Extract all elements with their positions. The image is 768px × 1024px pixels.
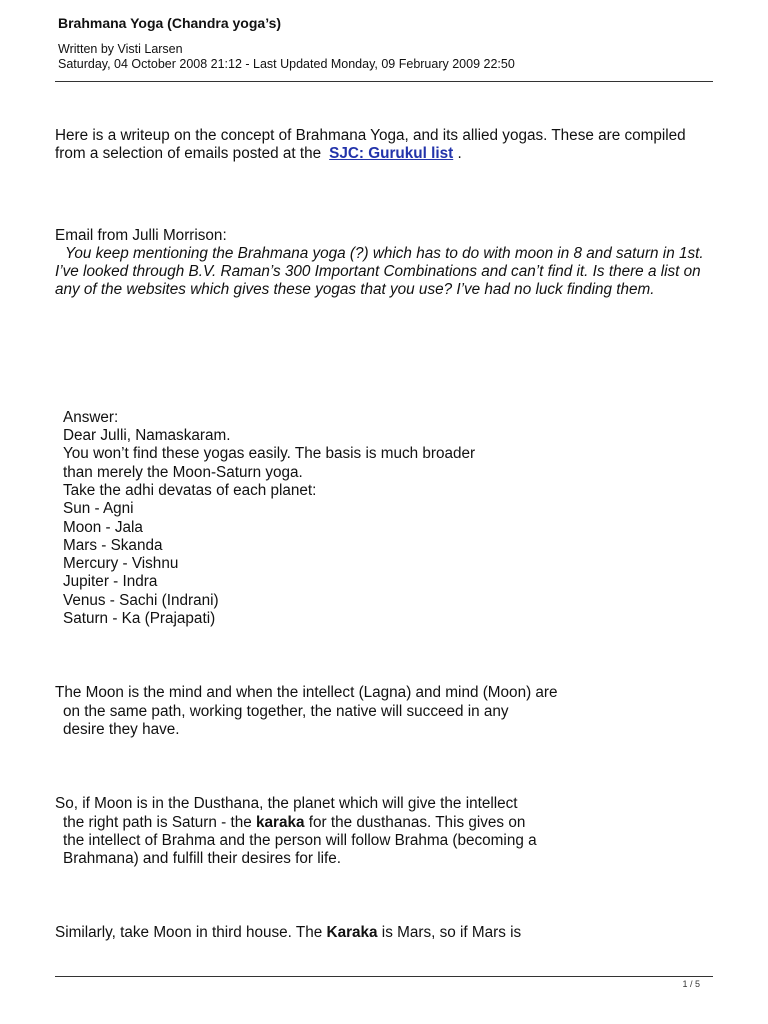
date-line: Saturday, 04 October 2008 21:12 - Last Updated Monday, 09 February 2009 22:50 (58, 57, 515, 71)
answer-line: Answer: (63, 408, 119, 426)
gurukul-list-link[interactable]: SJC: Gurukul list (329, 145, 454, 163)
email-from: Email from Julli Morrison: (55, 226, 227, 244)
author-line: Written by Visti Larsen (58, 42, 183, 56)
spacer (55, 164, 720, 227)
karaka-term: karaka (256, 813, 305, 831)
email-line-3: any of the websites which gives these yogas that you use? I’ve had no luck finding them. (55, 281, 655, 299)
dusthana-line-2-suffix: for the dusthanas. This gives on (304, 813, 526, 831)
answer-line: Mercury - Vishnu (63, 555, 179, 573)
intro-paragraph (55, 127, 720, 164)
spacer (55, 739, 720, 795)
moon-line-2: on the same path, working together, the native will succeed in any (63, 702, 509, 720)
third-house-suffix: is Mars, so if Mars is (377, 924, 522, 942)
dusthana-line-1: So, if Moon is in the Dusthana, the planet which will give the intellect (55, 795, 518, 813)
answer-line: than merely the Moon-Saturn yoga. (63, 463, 303, 481)
intro-line-2 (55, 145, 720, 163)
email-line-2: I’ve looked through B.V. Raman’s 300 Important Combinations and can’t find it. Is there a list on (55, 263, 701, 281)
third-house-paragraph (55, 924, 720, 942)
document-title: Brahmana Yoga (Chandra yoga’s) (58, 15, 282, 31)
email-line-1: You keep mentioning the Brahmana yoga (?) which has to do with moon in 8 and saturn in 1st. (65, 244, 704, 262)
dusthana-line-2 (55, 814, 720, 832)
header-divider (55, 81, 713, 82)
answer-line: Saturn - Ka (Prajapati) (63, 610, 216, 628)
answer-block (55, 409, 720, 629)
moon-line-3: desire they have. (63, 720, 180, 738)
spacer (55, 868, 720, 924)
document-meta (58, 42, 713, 72)
dusthana-line-3: the intellect of Brahma and the person will follow Brahma (becoming a (63, 831, 537, 849)
intro-line-2-prefix: from a selection of emails posted at the (55, 145, 322, 163)
karaka-term-2: Karaka (326, 924, 378, 942)
answer-line: Venus - Sachi (Indrani) (63, 591, 219, 609)
answer-line: Mars - Skanda (63, 536, 163, 554)
document-body (55, 127, 720, 943)
dusthana-paragraph (55, 795, 720, 868)
spacer (55, 300, 720, 409)
email-block (55, 227, 720, 300)
dusthana-line-4: Brahmana) and fulfill their desires for life. (63, 850, 342, 868)
dusthana-line-2-prefix: the right path is Saturn - the (63, 813, 257, 831)
spacer (55, 628, 720, 684)
moon-line-1: The Moon is the mind and when the intellect (Lagna) and mind (Moon) are (55, 684, 558, 702)
answer-line: Moon - Jala (63, 518, 143, 536)
intro-line-1: Here is a writeup on the concept of Brahmana Yoga, and its allied yogas. These are compiled (55, 127, 686, 144)
third-house-line (55, 924, 720, 942)
moon-paragraph (55, 684, 720, 739)
document-header (58, 14, 713, 72)
answer-line: Dear Julli, Namaskaram. (63, 427, 231, 445)
footer-divider (55, 976, 713, 977)
answer-line: Sun - Agni (63, 500, 134, 518)
answer-line: You won’t find these yogas easily. The basis is much broader (63, 445, 476, 463)
page-number: 1 / 5 (682, 979, 700, 989)
third-house-prefix: Similarly, take Moon in third house. The (55, 924, 327, 942)
intro-line-2-suffix: . (453, 145, 462, 163)
answer-line: Take the adhi devatas of each planet: (63, 481, 317, 499)
answer-line: Jupiter - Indra (63, 573, 158, 591)
